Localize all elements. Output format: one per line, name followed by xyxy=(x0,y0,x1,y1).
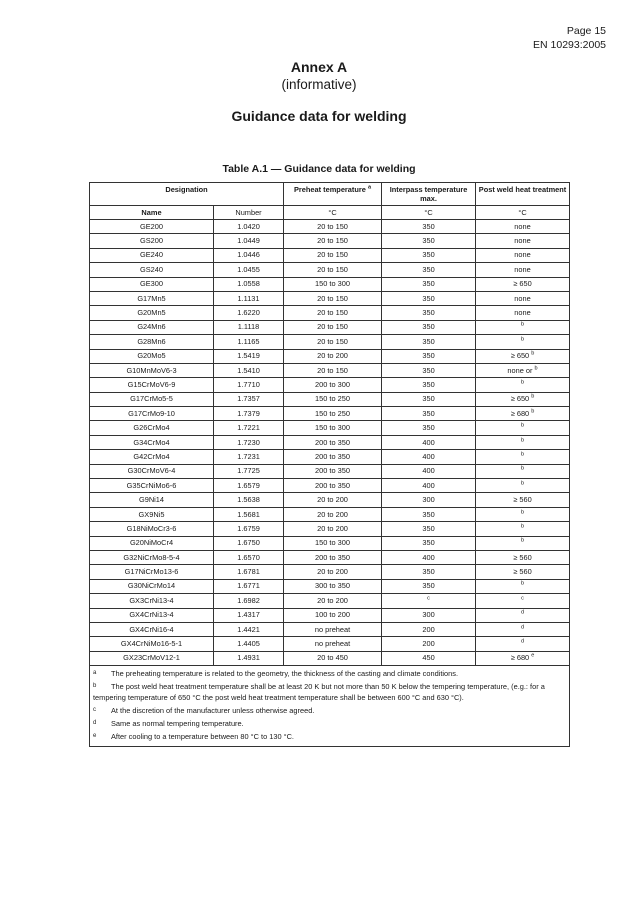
cell-preheat: 150 to 300 xyxy=(284,277,382,291)
header-preheat: Preheat temperature $^a$ xyxy=(284,183,382,206)
cell-interpass: 400 xyxy=(382,435,476,449)
cell-number: 1.6759 xyxy=(214,522,284,536)
cell-pwht: ≥ 560 xyxy=(476,493,570,507)
cell-name: GX4CrNi16-4 xyxy=(90,622,214,636)
cell-pwht xyxy=(476,608,570,622)
cell-name: G20NiMoCr4 xyxy=(90,536,214,550)
cell-name: GX3CrNi13-4 xyxy=(90,594,214,608)
cell-preheat: 20 to 200 xyxy=(284,565,382,579)
cell-name: GE240 xyxy=(90,248,214,262)
cell-preheat: 20 to 150 xyxy=(284,248,382,262)
cell-name: GE300 xyxy=(90,277,214,291)
footnote-mark: d xyxy=(93,720,97,727)
table-row xyxy=(90,565,570,579)
cell-interpass: 350 xyxy=(382,392,476,406)
cell-interpass: 350 xyxy=(382,220,476,234)
cell-pwht: none xyxy=(476,220,570,234)
header-number: Number xyxy=(214,206,284,220)
cell-preheat: no preheat xyxy=(284,637,382,651)
footnote-mark: b xyxy=(93,683,97,690)
footnote-ref: b xyxy=(531,393,535,400)
cell-pwht xyxy=(476,435,570,449)
cell-interpass: 350 xyxy=(382,306,476,320)
cell-name: G30NiCrMo14 xyxy=(90,579,214,593)
cell-pwht: none xyxy=(476,306,570,320)
table-row xyxy=(90,349,570,363)
footnote-ref: b xyxy=(520,580,525,587)
cell-pwht xyxy=(476,464,570,478)
cell-interpass: 350 xyxy=(382,234,476,248)
footnote-mark: e xyxy=(93,733,97,740)
table-row xyxy=(90,536,570,550)
cell-name: G17NiCrMo13-6 xyxy=(90,565,214,579)
footnote-ref: c xyxy=(427,595,430,602)
header-pwht: Post weld heat treatment xyxy=(476,183,570,206)
cell-name: GS240 xyxy=(90,263,214,277)
cell-interpass: 400 xyxy=(382,464,476,478)
cell-pwht: ≥ 560 xyxy=(476,550,570,564)
header-name: Name xyxy=(90,206,214,220)
cell-number: 1.0449 xyxy=(214,234,284,248)
footnote-text: After cooling to a temperature between 80 °C to 130 °C. xyxy=(111,732,294,742)
cell-interpass: 350 xyxy=(382,536,476,550)
cell-preheat: 20 to 200 xyxy=(284,522,382,536)
cell-pwht: ≥ 650 $^b$ xyxy=(476,349,570,363)
table-row xyxy=(90,407,570,421)
cell-interpass: 350 xyxy=(382,363,476,377)
table-row xyxy=(90,479,570,493)
footnote xyxy=(93,705,566,716)
cell-interpass: 350 xyxy=(382,277,476,291)
cell-interpass: 350 xyxy=(382,407,476,421)
cell-name: G28Mn6 xyxy=(90,335,214,349)
footnote-ref: d xyxy=(520,638,525,645)
cell-pwht: ≥ 560 xyxy=(476,565,570,579)
welding-guidance-table xyxy=(89,182,570,747)
footnote-ref: b xyxy=(531,350,535,357)
table-row xyxy=(90,220,570,234)
table-row xyxy=(90,579,570,593)
header-unit-pwht: °C xyxy=(476,206,570,220)
cell-interpass: 350 xyxy=(382,421,476,435)
cell-name: G26CrMo4 xyxy=(90,421,214,435)
cell-name: G35CrNiMo6-6 xyxy=(90,479,214,493)
footnote-mark: a xyxy=(93,670,97,677)
cell-name: G24Mn6 xyxy=(90,320,214,334)
cell-interpass: 300 xyxy=(382,608,476,622)
header-interpass: Interpass temperature max. xyxy=(382,183,476,206)
cell-number: 1.7230 xyxy=(214,435,284,449)
cell-number: 1.4405 xyxy=(214,637,284,651)
table-row xyxy=(90,234,570,248)
header-unit-preheat: °C xyxy=(284,206,382,220)
cell-number: 1.0455 xyxy=(214,263,284,277)
footnote-ref: b xyxy=(534,365,538,372)
cell-number: 1.6570 xyxy=(214,550,284,564)
cell-number: 1.5410 xyxy=(214,363,284,377)
table-row xyxy=(90,320,570,334)
cell-preheat: 20 to 200 xyxy=(284,493,382,507)
cell-interpass: 200 xyxy=(382,622,476,636)
cell-name: G17Mn5 xyxy=(90,291,214,305)
cell-preheat: 150 to 250 xyxy=(284,407,382,421)
table-row xyxy=(90,248,570,262)
table-row xyxy=(90,291,570,305)
footnote-ref: b xyxy=(520,422,525,429)
cell-number: 1.7357 xyxy=(214,392,284,406)
cell-interpass: 200 xyxy=(382,637,476,651)
cell-name: G17CrMo5-5 xyxy=(90,392,214,406)
cell-interpass: 350 xyxy=(382,335,476,349)
cell-interpass: 350 xyxy=(382,248,476,262)
cell-pwht: ≥ 680 $^b$ xyxy=(476,407,570,421)
cell-preheat: 200 to 300 xyxy=(284,378,382,392)
footnote-text: At the discretion of the manufacturer unless otherwise agreed. xyxy=(111,706,315,716)
table-row xyxy=(90,421,570,435)
cell-preheat: 200 to 350 xyxy=(284,435,382,449)
cell-interpass: 350 xyxy=(382,378,476,392)
cell-interpass: 450 xyxy=(382,651,476,665)
cell-number: 1.0420 xyxy=(214,220,284,234)
cell-name: GS200 xyxy=(90,234,214,248)
footnote-ref: b xyxy=(520,321,525,328)
cell-number: 1.4931 xyxy=(214,651,284,665)
cell-interpass: 350 xyxy=(382,579,476,593)
footnote-ref: b xyxy=(520,336,525,343)
cell-interpass: 400 xyxy=(382,479,476,493)
table-row xyxy=(90,464,570,478)
cell-interpass: 350 xyxy=(382,291,476,305)
table-row xyxy=(90,493,570,507)
cell-pwht xyxy=(476,479,570,493)
footnote-text: The post weld heat treatment temperature shall be at least 20 K but not more than 50 K below the tempering temperature, (e.g.: for a tempering temperature of 650 °C the post weld heat treatment temperature shall be between 600 °C and 630 °C). xyxy=(93,682,545,703)
cell-interpass: 300 xyxy=(382,493,476,507)
cell-pwht xyxy=(476,637,570,651)
cell-interpass: 350 xyxy=(382,507,476,521)
header-unit-interpass: °C xyxy=(382,206,476,220)
footnote xyxy=(93,718,566,729)
cell-pwht xyxy=(476,320,570,334)
cell-number: 1.1131 xyxy=(214,291,284,305)
cell-pwht xyxy=(476,450,570,464)
cell-interpass: 350 xyxy=(382,320,476,334)
cell-pwht: none xyxy=(476,248,570,262)
cell-interpass: 400 xyxy=(382,450,476,464)
cell-preheat: 20 to 200 xyxy=(284,594,382,608)
cell-pwht xyxy=(476,507,570,521)
footnote-ref: e xyxy=(531,652,535,659)
cell-name: G10MnMoV6-3 xyxy=(90,363,214,377)
cell-number: 1.6220 xyxy=(214,306,284,320)
cell-preheat: 150 to 250 xyxy=(284,392,382,406)
cell-name: G34CrMo4 xyxy=(90,435,214,449)
cell-number: 1.5419 xyxy=(214,349,284,363)
section-title: Guidance data for welding xyxy=(231,108,407,124)
cell-name: G17CrMo9-10 xyxy=(90,407,214,421)
footnote-mark: c xyxy=(93,707,96,714)
cell-pwht: ≥ 650 $^b$ xyxy=(476,392,570,406)
cell-preheat: no preheat xyxy=(284,622,382,636)
cell-preheat: 20 to 200 xyxy=(284,507,382,521)
cell-number: 1.1118 xyxy=(214,320,284,334)
cell-number: 1.7379 xyxy=(214,407,284,421)
table-row xyxy=(90,507,570,521)
footnote xyxy=(93,681,566,703)
footnote-ref: b xyxy=(520,480,525,487)
header-designation: Designation xyxy=(90,183,284,206)
cell-pwht xyxy=(476,378,570,392)
cell-pwht: ≥ 650 xyxy=(476,277,570,291)
cell-preheat: 20 to 150 xyxy=(284,234,382,248)
table-row xyxy=(90,378,570,392)
table-row xyxy=(90,392,570,406)
cell-number: 1.0446 xyxy=(214,248,284,262)
cell-interpass: 350 xyxy=(382,522,476,536)
cell-pwht xyxy=(476,579,570,593)
table-row xyxy=(90,550,570,564)
footnote-ref: d xyxy=(520,624,525,631)
table-row xyxy=(90,651,570,665)
cell-name: GX23CrMoV12-1 xyxy=(90,651,214,665)
cell-pwht: none xyxy=(476,291,570,305)
cell-preheat: 20 to 150 xyxy=(284,306,382,320)
cell-preheat: 20 to 150 xyxy=(284,320,382,334)
cell-number: 1.6750 xyxy=(214,536,284,550)
table-row xyxy=(90,622,570,636)
annex-subtitle: (informative) xyxy=(281,77,357,92)
table-body xyxy=(90,220,570,666)
footnote xyxy=(93,668,566,679)
cell-name: GX9Ni5 xyxy=(90,507,214,521)
cell-number: 1.7710 xyxy=(214,378,284,392)
cell-number: 1.6579 xyxy=(214,479,284,493)
cell-pwht xyxy=(476,522,570,536)
page-number: Page 15 xyxy=(566,25,606,37)
footnote-ref: b xyxy=(520,509,525,516)
cell-pwht xyxy=(476,594,570,608)
cell-number: 1.6982 xyxy=(214,594,284,608)
cell-number: 1.5681 xyxy=(214,507,284,521)
cell-preheat: 200 to 350 xyxy=(284,450,382,464)
footnote-ref: b xyxy=(520,465,525,472)
cell-number: 1.6771 xyxy=(214,579,284,593)
cell-interpass: 400 xyxy=(382,550,476,564)
cell-preheat: 200 to 350 xyxy=(284,479,382,493)
table-row xyxy=(90,608,570,622)
cell-number: 1.1165 xyxy=(214,335,284,349)
cell-pwht: ≥ 680 $^e$ xyxy=(476,651,570,665)
cell-number: 1.7725 xyxy=(214,464,284,478)
table-row xyxy=(90,594,570,608)
cell-pwht xyxy=(476,335,570,349)
cell-name: GX4CrNiMo16-5-1 xyxy=(90,637,214,651)
cell-number: 1.0558 xyxy=(214,277,284,291)
cell-number: 1.4317 xyxy=(214,608,284,622)
cell-pwht xyxy=(476,622,570,636)
footnote-ref: b xyxy=(520,379,525,386)
footnote-ref: b xyxy=(520,437,525,444)
cell-name: G9Ni14 xyxy=(90,493,214,507)
table-row xyxy=(90,522,570,536)
cell-number: 1.4421 xyxy=(214,622,284,636)
cell-number: 1.6781 xyxy=(214,565,284,579)
cell-preheat: 200 to 350 xyxy=(284,550,382,564)
cell-preheat: 20 to 150 xyxy=(284,263,382,277)
cell-pwht: none or $^b$ xyxy=(476,363,570,377)
annex-heading xyxy=(0,58,638,94)
table-footnotes xyxy=(90,666,570,747)
table-row xyxy=(90,363,570,377)
footnote-text: The preheating temperature is related to the geometry, the thickness of the casting and climate conditions. xyxy=(111,669,459,679)
cell-pwht xyxy=(476,536,570,550)
footnote-ref: b xyxy=(520,537,525,544)
page-header xyxy=(533,24,606,52)
cell-preheat: 20 to 150 xyxy=(284,291,382,305)
cell-number: 1.7231 xyxy=(214,450,284,464)
cell-pwht: none xyxy=(476,263,570,277)
cell-number: 1.5638 xyxy=(214,493,284,507)
cell-preheat: 200 to 350 xyxy=(284,464,382,478)
cell-name: G18NiMoCr3-6 xyxy=(90,522,214,536)
table-row xyxy=(90,263,570,277)
table-row xyxy=(90,450,570,464)
table-caption: Table A.1 — Guidance data for welding xyxy=(222,163,416,175)
cell-interpass: 350 xyxy=(382,263,476,277)
table-row xyxy=(90,435,570,449)
cell-name: GX4CrNi13-4 xyxy=(90,608,214,622)
cell-preheat: 300 to 350 xyxy=(284,579,382,593)
footnote xyxy=(93,731,566,742)
cell-preheat: 150 to 300 xyxy=(284,421,382,435)
cell-preheat: 150 to 300 xyxy=(284,536,382,550)
footnote-ref: b xyxy=(520,451,525,458)
cell-preheat: 20 to 150 xyxy=(284,335,382,349)
annex-title: Annex A xyxy=(290,59,348,75)
standard-id: EN 10293:2005 xyxy=(533,39,606,51)
cell-preheat: 100 to 200 xyxy=(284,608,382,622)
cell-name: G42CrMo4 xyxy=(90,450,214,464)
footnote-text: Same as normal tempering temperature. xyxy=(111,719,244,729)
table-row xyxy=(90,335,570,349)
table-row xyxy=(90,306,570,320)
cell-preheat: 20 to 150 xyxy=(284,363,382,377)
cell-name: G32NiCrMo8-5-4 xyxy=(90,550,214,564)
cell-name: G15CrMoV6-9 xyxy=(90,378,214,392)
cell-interpass: 350 xyxy=(382,349,476,363)
footnote-ref: d xyxy=(520,609,525,616)
table-row xyxy=(90,277,570,291)
table-row xyxy=(90,637,570,651)
cell-preheat: 20 to 150 xyxy=(284,220,382,234)
cell-interpass xyxy=(382,594,476,608)
cell-preheat: 20 to 450 xyxy=(284,651,382,665)
cell-name: G30CrMoV6-4 xyxy=(90,464,214,478)
cell-preheat: 20 to 200 xyxy=(284,349,382,363)
cell-pwht xyxy=(476,421,570,435)
footnote-ref: c xyxy=(521,595,524,602)
cell-interpass: 350 xyxy=(382,565,476,579)
cell-number: 1.7221 xyxy=(214,421,284,435)
cell-pwht: none xyxy=(476,234,570,248)
cell-name: GE200 xyxy=(90,220,214,234)
cell-name: G20Mn5 xyxy=(90,306,214,320)
footnote-ref: b xyxy=(520,523,525,530)
footnote-ref: b xyxy=(531,408,535,415)
cell-name: G20Mo5 xyxy=(90,349,214,363)
